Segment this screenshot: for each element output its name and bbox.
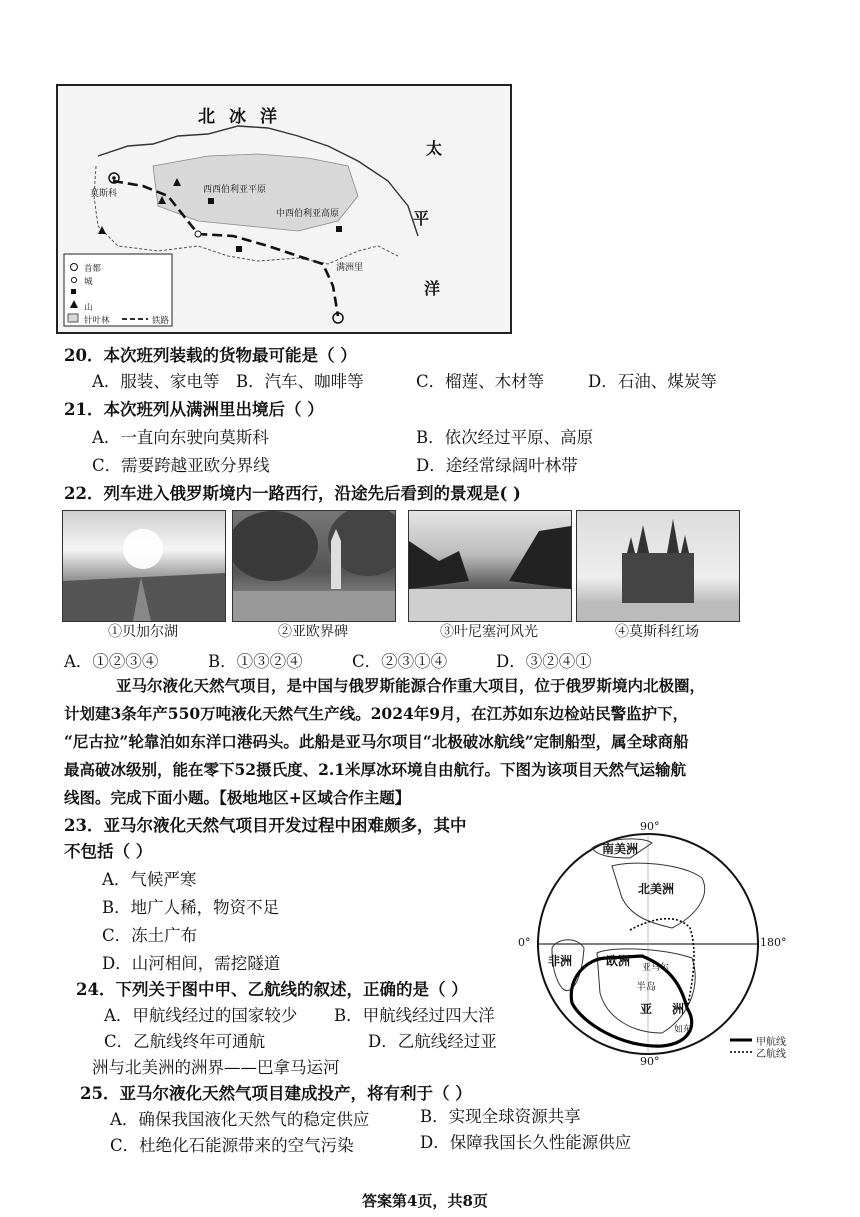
label-asia-1: 亚 — [640, 1002, 653, 1016]
q20-option-c: C．榴莲、木材等 — [416, 372, 545, 391]
q21-option-c: C．需要跨越亚欧分界线 — [92, 456, 270, 475]
label-south-america: 南美洲 — [602, 842, 639, 856]
label-peninsula: 半岛 — [636, 982, 656, 993]
q25-stem: 25．亚马尔液化天然气项目建成投产，将有利于（ ） — [80, 1084, 472, 1103]
passage-line-5: 线图。完成下面小题。【极地地区+区域合作主题】 — [64, 788, 411, 807]
passage-line-2: 计划建3条年产550万吨液化天然气生产线。2024年9月，在江苏如东边检站民警监护下， — [64, 704, 689, 723]
polar-map-svg — [512, 818, 802, 1068]
polar-label-bottom: 90° — [640, 1055, 660, 1068]
label-central-siberian-plateau: 中西伯利亚高原 — [276, 209, 340, 219]
q24-stem: 24．下列关于图中甲、乙航线的叙述，正确的是（ ） — [76, 980, 468, 999]
q24-option-a: A．甲航线经过的国家较少 — [104, 1006, 298, 1025]
passage-line-1: 亚马尔液化天然气项目，是中国与俄罗斯能源合作重大项目，位于俄罗斯境内北极圈， — [116, 676, 706, 695]
q22-option-a: A．①②③④ — [64, 652, 159, 671]
q23-stem-line1: 23．亚马尔液化天然气项目开发过程中困难颇多，其中 — [64, 816, 467, 835]
label-west-siberian-plain: 西西伯利亚平原 — [203, 185, 267, 195]
city-marker — [336, 226, 342, 232]
q25-option-a: A．确保我国液化天然气的稳定供应 — [110, 1110, 370, 1129]
label-manzhouli: 满洲里 — [336, 263, 364, 273]
photo-baikal — [62, 510, 226, 622]
legend-capital-label: 首都 — [84, 264, 102, 274]
polar-route-map — [512, 818, 802, 1068]
photo-yenisei-art — [409, 511, 571, 621]
q20-option-a: A．服装、家电等 — [92, 372, 220, 391]
q20-stem: 20．本次班列装载的货物最可能是（ ） — [64, 346, 357, 365]
label-europe: 欧洲 — [606, 954, 631, 968]
legend-forest-label: 针叶林 — [84, 316, 110, 326]
polar-label-top: 90° — [640, 820, 660, 833]
q23-option-c: C．冻土广布 — [102, 926, 198, 945]
photo-boundary-art — [233, 511, 395, 621]
legend-mountain-label: 山 — [84, 303, 93, 313]
caption-yenisei: ③叶尼塞河风光 — [440, 624, 538, 640]
q22-stem: 22．列车进入俄罗斯境内一路西行，沿途先后看到的景观是( ) — [64, 484, 521, 503]
q22-option-b: B．①③②④ — [208, 652, 303, 671]
q21-option-b: B．依次经过平原、高原 — [416, 428, 594, 447]
q23-option-a: A．气候严寒 — [102, 870, 197, 889]
railway-route-map — [56, 84, 512, 334]
q24-option-d-line1: D．乙航线经过亚 — [368, 1032, 497, 1051]
city-marker — [208, 198, 214, 204]
label-yamal: 亚马尔 — [642, 963, 670, 973]
legend-railway-label: 铁路 — [152, 316, 170, 326]
q22-option-d: D．③②④① — [496, 652, 592, 671]
photo-red-square-art — [577, 511, 739, 621]
capital-marker-dot — [112, 176, 116, 180]
polar-label-right: 180° — [760, 936, 787, 949]
q21-stem: 21．本次班列从满洲里出境后（ ） — [64, 400, 324, 419]
q23-option-d: D．山河相间，需挖隧道 — [102, 954, 281, 973]
q20-option-d: D．石油、煤炭等 — [588, 372, 717, 391]
polar-label-left: 0° — [518, 936, 531, 949]
q24-option-c: C．乙航线终年可通航 — [104, 1032, 266, 1051]
q24-option-d-line2: 洲与北美洲的洲界——巴拿马运河 — [92, 1058, 340, 1077]
photo-yenisei — [408, 510, 572, 622]
legend-forest-swatch — [68, 314, 78, 322]
photo-boundary-marker — [232, 510, 396, 622]
caption-baikal: ①贝加尔湖 — [108, 624, 178, 640]
q23-option-b: B．地广人稀，物资不足 — [102, 898, 280, 917]
city-marker — [195, 231, 201, 237]
label-rudong: 如东 — [674, 1025, 693, 1035]
legend-yi-label: 乙航线 — [756, 1049, 786, 1060]
ocean-label-pacific-3: 洋 — [424, 279, 441, 298]
legend-jia-label: 甲航线 — [756, 1037, 786, 1048]
q21-option-a: A．一直向东驶向莫斯科 — [92, 428, 269, 447]
photo-red-square — [576, 510, 740, 622]
q25-option-c: C．杜绝化石能源带来的空气污染 — [110, 1136, 354, 1155]
legend-square-icon — [71, 289, 76, 294]
label-moscow: 莫斯科 — [90, 189, 118, 199]
photo-baikal-art — [63, 511, 225, 621]
passage-line-4: 最高破冰级别，能在零下52摄氏度、2.1米厚冰环境自由航行。下图为该项目天然气运输航 — [64, 760, 687, 779]
q22-option-c: C．②③①④ — [352, 652, 448, 671]
ocean-label-arctic: 北冰洋 — [198, 107, 291, 127]
label-asia-2: 洲 — [672, 1002, 685, 1016]
ocean-label-pacific-1: 太 — [426, 139, 443, 158]
passage-line-3: “尼古拉”轮靠泊如东洋口港码头。此船是亚马尔项目“北极破冰航线”定制船型，属全球商船 — [64, 732, 689, 751]
legend-city-label: 城 — [84, 277, 93, 287]
q20-option-b: B．汽车、咖啡等 — [236, 372, 364, 391]
q23-stem-line2: 不包括（ ） — [64, 842, 153, 861]
page-footer: 答案第4页，共8页 — [362, 1192, 488, 1210]
city-marker — [236, 246, 242, 252]
q25-option-d: D．保障我国长久性能源供应 — [420, 1133, 632, 1152]
label-north-america: 北美洲 — [638, 882, 675, 896]
q25-option-b: B．实现全球资源共享 — [420, 1107, 581, 1126]
q24-option-b: B．甲航线经过四大洋 — [334, 1006, 495, 1025]
q21-option-d: D．途经常绿阔叶林带 — [416, 456, 578, 475]
label-africa: 非洲 — [548, 954, 573, 968]
ocean-label-pacific-2: 平 — [413, 209, 430, 228]
caption-boundary-marker: ②亚欧界碑 — [278, 624, 348, 640]
caption-red-square: ④莫斯科红场 — [615, 624, 699, 640]
